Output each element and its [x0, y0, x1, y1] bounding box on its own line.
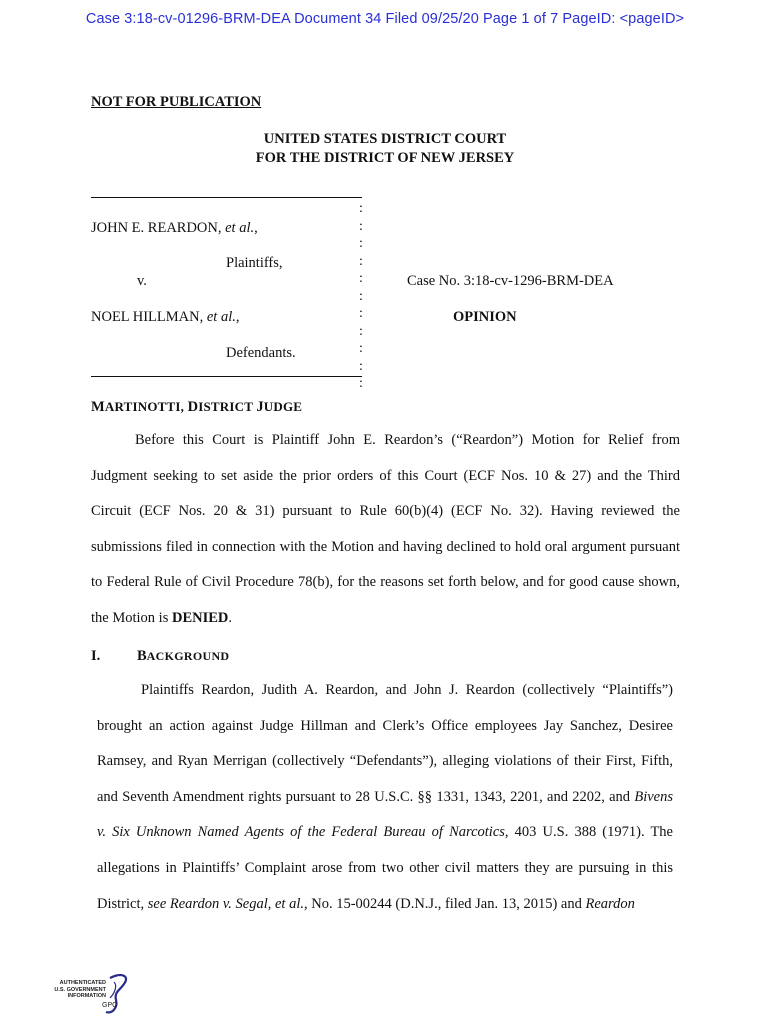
case-header-stamp: Case 3:18-cv-01296-BRM-DEA Document 34 Filed 09/25/20 Page 1 of 7 PageID: <pageID> — [85, 11, 685, 27]
caption-top-rule — [91, 197, 362, 198]
plaintiff-name: JOHN E. REARDON, et al., — [91, 220, 258, 236]
intro-paragraph: Before this Court is Plaintiff John E. Reardon’s (“Reardon”) Motion for Relief from Judgment seeking to set aside the prior orders of this Court (ECF Nos. 10 & 27) and the Third Circuit (ECF Nos. 20 & 31) pursuant to Rule 60(b)(4) (ECF No. 32). Having reviewed the submissions filed in connection with the Motion and having declined to hold oral argument pursuant to Federal Rule of Civil Procedure 78(b), for the reasons set forth below, and for good cause shown, the Motion is DENIED. — [91, 432, 680, 626]
caption-divider: : : : : : : : : : : : — [359, 201, 363, 391]
gpo-authentication-logo — [44, 972, 134, 1018]
defendant-name: NOEL HILLMAN, et al., — [91, 309, 240, 325]
gpo-logo-text: AUTHENTICATED U.S. GOVERNMENT INFORMATION — [54, 980, 106, 999]
case-number: Case No. 3:18-cv-1296-BRM-DEA — [407, 273, 614, 289]
publication-notice: NOT FOR PUBLICATION — [91, 94, 262, 110]
caption-bottom-rule — [91, 376, 362, 377]
defendants-label: Defendants. — [226, 345, 296, 361]
court-heading — [0, 130, 770, 168]
opinion-label: OPINION — [453, 309, 517, 325]
judge-line: MARTINOTTI, DISTRICT JUDGE — [91, 399, 303, 415]
gpo-mark: GPO — [102, 1002, 118, 1009]
court-name: UNITED STATES DISTRICT COURT — [263, 131, 507, 147]
court-district: FOR THE DISTRICT OF NEW JERSEY — [255, 150, 515, 166]
gpo-eagle-icon — [44, 972, 134, 1018]
plaintiffs-label: Plaintiffs, — [226, 255, 283, 271]
section-heading-background: I. BACKGROUND — [91, 648, 230, 664]
background-paragraph: Plaintiffs Reardon, Judith A. Reardon, and John J. Reardon (collectively “Plaintiffs”) brought an action against Judge Hillman and Clerk’s Office employees Jay Sanchez, Desiree Ramsey, and Ryan Merrigan (collectively “Defendants”), alleging violations of their First, Fifth, and Seventh Amendment rights pursuant to 28 U.S.C. §§ 1331, 1343, 2201, and 2202, and Bivens v. Six Unknown Named Agents of the Federal Bureau of Narcotics, 403 U.S. 388 (1971). The allegations in Plaintiffs’ Complaint arose from two other civil matters they are pursuing in this District, see Reardon v. Segal, et al., No. 15-00244 (D.N.J., filed Jan. 13, 2015) and Reardon — [97, 682, 673, 912]
versus-label: v. — [137, 273, 147, 289]
